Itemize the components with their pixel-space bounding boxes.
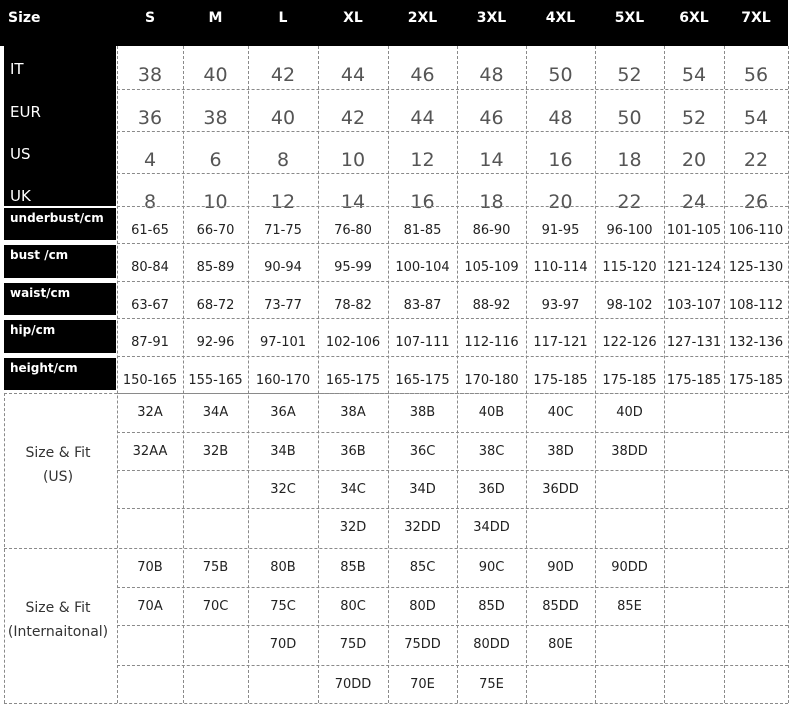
conversion-label-us: US bbox=[10, 145, 31, 163]
column-divider bbox=[4, 393, 5, 703]
conversion-value: 40 bbox=[203, 64, 228, 86]
row-divider bbox=[4, 393, 788, 394]
measurement-value: 170-180 bbox=[464, 373, 519, 388]
conversion-label-uk: UK bbox=[10, 187, 31, 205]
fit-us-value: 36A bbox=[270, 405, 296, 420]
measurement-value: 87-91 bbox=[131, 335, 169, 350]
row-divider bbox=[117, 243, 788, 244]
fit-us-value: 36DD bbox=[542, 482, 579, 497]
fit-us-value: 34A bbox=[202, 405, 229, 420]
fit-us-value: 32B bbox=[202, 444, 229, 459]
measurement-value: 175-185 bbox=[602, 373, 657, 388]
measurement-value: 66-70 bbox=[196, 223, 235, 238]
row-divider bbox=[117, 318, 788, 319]
measurement-value: 73-77 bbox=[264, 298, 302, 313]
fit-intl-value: 80C bbox=[340, 599, 366, 614]
fit-us-value: 32AA bbox=[132, 444, 168, 459]
measurement-value: 96-100 bbox=[606, 223, 653, 238]
fit-intl-value: 80E bbox=[548, 637, 573, 652]
header-size-m: M bbox=[208, 10, 223, 26]
fit-us-value: 38D bbox=[547, 444, 574, 459]
measurement-value: 92-96 bbox=[196, 335, 235, 350]
fit-intl-value: 70A bbox=[137, 599, 163, 614]
conversion-value: 18 bbox=[479, 191, 504, 213]
conversion-value: 4 bbox=[143, 149, 157, 171]
measurement-value: 108-112 bbox=[728, 298, 784, 313]
measurement-value: 160-170 bbox=[255, 373, 311, 388]
column-divider bbox=[457, 46, 458, 703]
measurement-value: 107-111 bbox=[395, 335, 450, 350]
measurement-value: 121-124 bbox=[666, 260, 722, 275]
measurement-value: 175-185 bbox=[666, 373, 722, 388]
measurement-value: 165-175 bbox=[395, 373, 450, 388]
measurement-value: 86-90 bbox=[472, 223, 511, 238]
conversion-value: 12 bbox=[410, 149, 435, 171]
measurement-value: 93-97 bbox=[541, 298, 580, 313]
fit-intl-label bbox=[8, 596, 108, 644]
fit-us-value: 36B bbox=[340, 444, 366, 459]
fit-us-label-line2: (US) bbox=[42, 468, 74, 485]
row-divider bbox=[117, 131, 788, 132]
measurement-value: 98-102 bbox=[606, 298, 653, 313]
fit-intl-label-line1: Size & Fit bbox=[25, 599, 91, 616]
conversion-value: 26 bbox=[743, 191, 769, 213]
conversion-value: 44 bbox=[340, 64, 366, 86]
conversion-value: 54 bbox=[743, 107, 769, 129]
measurement-value: 125-130 bbox=[728, 260, 784, 275]
header-size-s: S bbox=[144, 10, 156, 26]
fit-intl-label-line2: (Internaitonal) bbox=[7, 623, 109, 640]
conversion-value: 52 bbox=[681, 107, 707, 129]
fit-intl-value: 90C bbox=[478, 560, 505, 575]
header-size-7xl: 7XL bbox=[741, 10, 771, 26]
measurement-value: 71-75 bbox=[264, 223, 302, 238]
column-divider bbox=[664, 46, 665, 703]
measurement-value: 83-87 bbox=[403, 298, 442, 313]
measurement-value: 132-136 bbox=[728, 335, 784, 350]
conversion-value: 42 bbox=[340, 107, 366, 129]
header-size-6xl: 6XL bbox=[679, 10, 709, 26]
measurement-value: 115-120 bbox=[602, 260, 657, 275]
fit-us-value: 38A bbox=[340, 405, 366, 420]
conversion-value: 22 bbox=[743, 149, 769, 171]
fit-intl-value: 85D bbox=[478, 599, 505, 614]
conversion-value: 38 bbox=[203, 107, 228, 129]
fit-intl-value: 70E bbox=[410, 677, 435, 692]
conversion-value: 38 bbox=[137, 64, 163, 86]
conversion-value: 8 bbox=[143, 191, 157, 213]
measurement-value: 88-92 bbox=[472, 298, 511, 313]
conversion-value: 36 bbox=[137, 107, 163, 129]
header-size-3xl: 3XL bbox=[476, 10, 507, 26]
fit-us-label bbox=[26, 441, 91, 489]
measurement-value: 61-65 bbox=[131, 223, 169, 238]
column-divider bbox=[526, 46, 527, 703]
row-divider bbox=[117, 625, 788, 626]
row-divider bbox=[117, 173, 788, 174]
fit-intl-value: 85E bbox=[617, 599, 642, 614]
conversion-value: 10 bbox=[203, 191, 228, 213]
conversion-value: 46 bbox=[479, 107, 504, 129]
fit-intl-value: 80B bbox=[270, 560, 296, 575]
fit-us-value: 32DD bbox=[404, 520, 441, 535]
conversion-value: 16 bbox=[548, 149, 573, 171]
measurement-value: 91-95 bbox=[541, 223, 580, 238]
column-divider bbox=[117, 46, 118, 703]
fit-intl-value: 85C bbox=[409, 560, 436, 575]
row-divider bbox=[4, 703, 788, 704]
conversion-value: 22 bbox=[617, 191, 642, 213]
header-size-label: Size bbox=[8, 10, 41, 26]
fit-intl-value: 90D bbox=[547, 560, 574, 575]
fit-intl-value: 75B bbox=[202, 560, 229, 575]
conversion-value: 46 bbox=[410, 64, 435, 86]
fit-us-value: 32C bbox=[270, 482, 296, 497]
fit-us-value: 34DD bbox=[473, 520, 510, 535]
measurement-value: 106-110 bbox=[728, 223, 784, 238]
conversion-value: 14 bbox=[479, 149, 504, 171]
measurement-value: 122-126 bbox=[602, 335, 657, 350]
measurement-value: 100-104 bbox=[395, 260, 450, 275]
header-bar bbox=[0, 0, 788, 46]
measurement-value: 76-80 bbox=[334, 223, 372, 238]
conversion-value: 52 bbox=[617, 64, 642, 86]
measurement-value: 105-109 bbox=[464, 260, 519, 275]
fit-us-label-line1: Size & Fit bbox=[25, 444, 91, 461]
conversion-value: 50 bbox=[548, 64, 573, 86]
measurement-value: 63-67 bbox=[131, 298, 169, 313]
fit-intl-value: 75DD bbox=[404, 637, 441, 652]
fit-us-value: 40D bbox=[616, 405, 643, 420]
row-divider bbox=[117, 432, 788, 433]
row-divider bbox=[4, 548, 788, 549]
row-divider bbox=[117, 508, 788, 509]
conversion-value: 8 bbox=[276, 149, 290, 171]
measurement-value: 117-121 bbox=[533, 335, 588, 350]
fit-intl-value: 75E bbox=[479, 677, 504, 692]
conversion-value: 24 bbox=[681, 191, 707, 213]
header-size-2xl: 2XL bbox=[407, 10, 438, 26]
measurement-value: 90-94 bbox=[264, 260, 302, 275]
fit-intl-value: 70C bbox=[202, 599, 229, 614]
conversion-value: 16 bbox=[410, 191, 435, 213]
fit-us-value: 38B bbox=[409, 405, 436, 420]
column-divider bbox=[318, 46, 319, 703]
row-divider bbox=[117, 206, 788, 207]
conversion-value: 48 bbox=[548, 107, 573, 129]
conversion-value: 20 bbox=[548, 191, 573, 213]
header-size-xl: XL bbox=[343, 10, 363, 26]
conversion-value: 42 bbox=[270, 64, 296, 86]
measurement-value: 150-165 bbox=[122, 373, 178, 388]
fit-intl-value: 70DD bbox=[334, 677, 372, 692]
fit-us-value: 36C bbox=[409, 444, 436, 459]
measurement-value: 175-185 bbox=[533, 373, 588, 388]
row-divider bbox=[117, 587, 788, 588]
fit-intl-value: 85DD bbox=[542, 599, 579, 614]
conversion-value: 6 bbox=[209, 149, 222, 171]
conversion-value: 48 bbox=[479, 64, 504, 86]
header-size-l: L bbox=[278, 10, 288, 26]
measurement-label-waist-cm: waist/cm bbox=[10, 286, 71, 300]
row-divider bbox=[117, 281, 788, 282]
fit-us-value: 38DD bbox=[611, 444, 648, 459]
conversion-value: 14 bbox=[340, 191, 366, 213]
fit-us-value: 34D bbox=[409, 482, 436, 497]
fit-intl-value: 70B bbox=[137, 560, 163, 575]
header-size-5xl: 5XL bbox=[614, 10, 645, 26]
fit-intl-value: 75C bbox=[270, 599, 296, 614]
measurement-value: 101-105 bbox=[666, 223, 722, 238]
measurement-value: 78-82 bbox=[334, 298, 372, 313]
measurement-label-underbust-cm: underbust/cm bbox=[10, 211, 104, 225]
conversion-value: 54 bbox=[681, 64, 707, 86]
measurement-value: 112-116 bbox=[464, 335, 519, 350]
column-divider bbox=[248, 46, 249, 703]
header-size-4xl: 4XL bbox=[545, 10, 576, 26]
measurement-value: 68-72 bbox=[196, 298, 235, 313]
fit-us-value: 32A bbox=[137, 405, 163, 420]
fit-intl-value: 75D bbox=[339, 637, 367, 652]
measurement-value: 165-175 bbox=[325, 373, 381, 388]
column-divider bbox=[183, 46, 184, 703]
fit-us-value: 32D bbox=[339, 520, 367, 535]
conversion-value: 20 bbox=[681, 149, 707, 171]
measurement-value: 95-99 bbox=[334, 260, 372, 275]
measurement-value: 175-185 bbox=[728, 373, 784, 388]
measurement-value: 85-89 bbox=[196, 260, 235, 275]
fit-us-value: 40C bbox=[547, 405, 574, 420]
fit-intl-value: 80DD bbox=[473, 637, 510, 652]
fit-intl-value: 80D bbox=[409, 599, 436, 614]
measurement-value: 155-165 bbox=[188, 373, 243, 388]
conversion-value: 40 bbox=[270, 107, 296, 129]
measurement-value: 81-85 bbox=[403, 223, 442, 238]
conversion-value: 44 bbox=[410, 107, 435, 129]
conversion-label-it: IT bbox=[10, 60, 24, 78]
fit-intl-value: 70D bbox=[269, 637, 297, 652]
fit-us-value: 34C bbox=[340, 482, 366, 497]
measurement-value: 102-106 bbox=[325, 335, 381, 350]
row-divider bbox=[117, 89, 788, 90]
column-divider bbox=[388, 46, 389, 703]
conversion-value: 12 bbox=[270, 191, 296, 213]
row-divider bbox=[117, 356, 788, 357]
measurement-label-bust-cm: bust /cm bbox=[10, 248, 69, 262]
row-divider bbox=[117, 665, 788, 666]
conversion-value: 50 bbox=[617, 107, 642, 129]
conversion-value: 18 bbox=[617, 149, 642, 171]
conversion-value: 56 bbox=[743, 64, 769, 86]
fit-us-value: 34B bbox=[270, 444, 296, 459]
measurement-label-hip-cm: hip/cm bbox=[10, 323, 56, 337]
measurement-value: 80-84 bbox=[131, 260, 169, 275]
measurement-value: 110-114 bbox=[533, 260, 588, 275]
column-divider bbox=[595, 46, 596, 703]
fit-us-value: 38C bbox=[478, 444, 505, 459]
fit-intl-value: 90DD bbox=[611, 560, 648, 575]
fit-intl-value: 85B bbox=[340, 560, 366, 575]
measurement-value: 103-107 bbox=[666, 298, 722, 313]
conversion-label-eur: EUR bbox=[10, 103, 41, 121]
measurement-value: 127-131 bbox=[666, 335, 722, 350]
measurement-label-height-cm: height/cm bbox=[10, 361, 78, 375]
measurement-value: 97-101 bbox=[259, 335, 307, 350]
column-divider bbox=[724, 46, 725, 703]
fit-us-value: 36D bbox=[478, 482, 505, 497]
row-divider bbox=[117, 470, 788, 471]
column-divider bbox=[788, 46, 789, 703]
conversion-value: 10 bbox=[340, 149, 366, 171]
fit-us-value: 40B bbox=[478, 405, 505, 420]
